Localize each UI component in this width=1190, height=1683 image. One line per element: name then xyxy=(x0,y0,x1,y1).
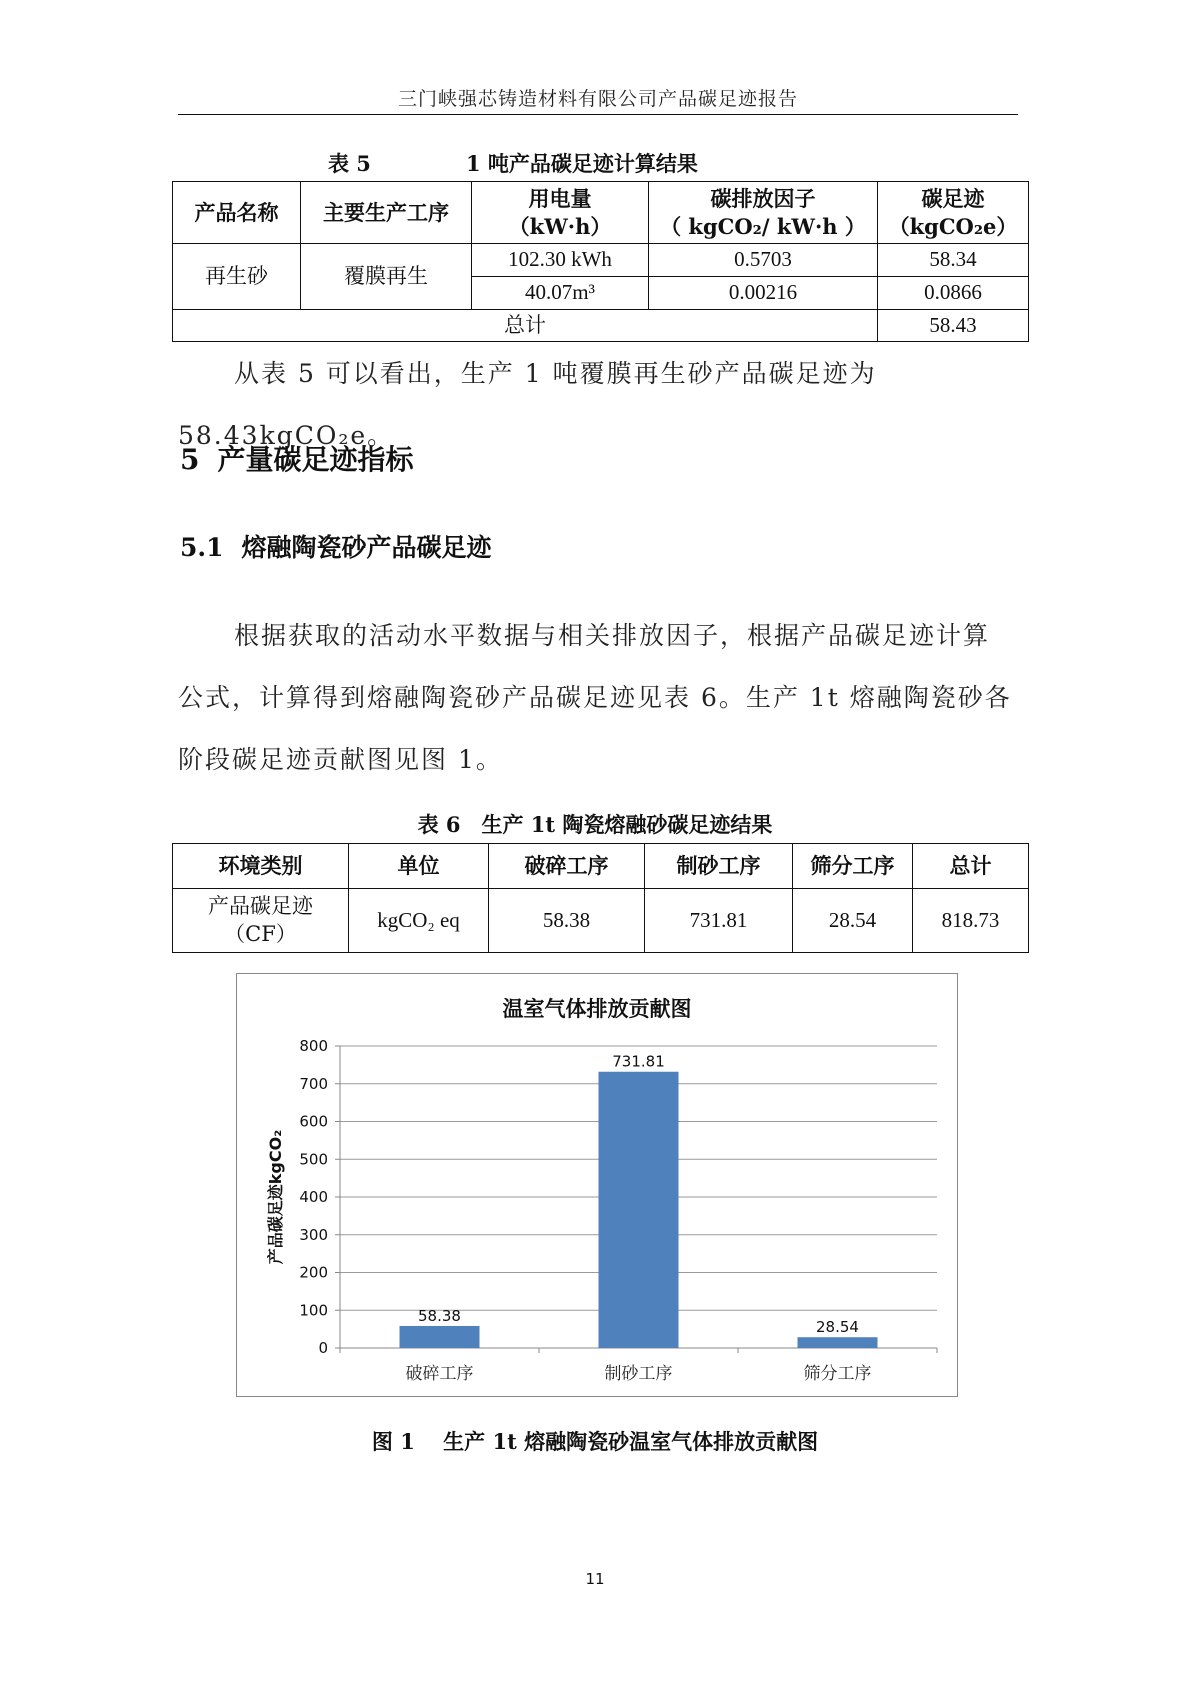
table5-factor-cell: 0.00216 xyxy=(649,277,878,310)
chart-title: 温室气体排放贡献图 xyxy=(502,996,692,1021)
table5-product-cell: 再生砂 xyxy=(173,244,301,310)
table6-header-cell: 单位 xyxy=(349,844,489,889)
table5-process-cell: 覆膜再生 xyxy=(301,244,472,310)
table6-header-cell: 破碎工序 xyxy=(489,844,645,889)
table5-header-footprint xyxy=(878,182,1029,244)
table5-header-usage-line2: （kW·h） xyxy=(508,213,612,239)
table5-caption-label: 表 5 xyxy=(328,151,371,176)
table5-header-usage-line1: 用电量 xyxy=(528,186,592,212)
body-line-3: 阶段碳足迹贡献图见图 1。 xyxy=(178,745,503,774)
section-5-1-title: 熔融陶瓷砂产品碳足迹 xyxy=(241,533,492,562)
chart-x-tick-label: 破碎工序 xyxy=(405,1364,474,1384)
table6-header-cell: 制砂工序 xyxy=(645,844,793,889)
chart-y-tick-label: 700 xyxy=(299,1074,328,1093)
table6-value-cell: 731.81 xyxy=(645,889,793,953)
chart-y-tick-label: 800 xyxy=(299,1037,328,1055)
body-paragraph xyxy=(178,605,1020,791)
table5-caption-title: 1 吨产品碳足迹计算结果 xyxy=(466,151,698,176)
chart-data-label: 58.38 xyxy=(418,1306,461,1325)
section-5-number: 5 xyxy=(180,443,200,476)
chart-bar xyxy=(599,1072,679,1348)
table6-header-cell: 总计 xyxy=(913,844,1029,889)
chart-bar xyxy=(400,1326,480,1348)
chart-y-tick-label: 100 xyxy=(299,1301,328,1320)
figure-caption: 图 1 生产 1t 熔融陶瓷砂温室气体排放贡献图 xyxy=(371,1429,819,1454)
page-number: 11 xyxy=(585,1570,605,1588)
summary-text: 从表 5 可以看出，生产 1 吨覆膜再生砂产品碳足迹为 58.43kgCO₂e。 xyxy=(178,359,877,450)
table6 xyxy=(172,843,1029,953)
table6-unit-cell: kgCO₂ eq xyxy=(349,889,489,953)
table5-footprint-cell: 58.34 xyxy=(878,244,1029,277)
table6-header-cell: 筛分工序 xyxy=(793,844,913,889)
section-5-1-number: 5.1 xyxy=(180,533,224,562)
table6-caption: 表 6 生产 1t 陶瓷熔融砂碳足迹结果 xyxy=(417,812,773,837)
table5-header-factor-line1: 碳排放因子 xyxy=(710,186,816,212)
table6-category-line1: 产品碳足迹 xyxy=(208,894,313,919)
table6-category-cell xyxy=(173,889,349,953)
table5-header-usage xyxy=(472,182,649,244)
table5-header-factor xyxy=(649,182,878,244)
chart-y-tick-label: 300 xyxy=(299,1225,328,1244)
contribution-chart xyxy=(236,973,958,1397)
chart-bar xyxy=(798,1337,878,1348)
table5-factor-cell: 0.5703 xyxy=(649,244,878,277)
table6-value-cell: 818.73 xyxy=(913,889,1029,953)
table5-total-label: 总计 xyxy=(173,310,878,342)
chart-y-tick-label: 500 xyxy=(299,1150,328,1169)
header-rule xyxy=(178,114,1018,115)
chart-data-label: 28.54 xyxy=(816,1318,859,1337)
chart-y-axis-label: 产品碳足迹kgCO₂ xyxy=(266,1129,285,1265)
table5-header-footprint-line1: 碳足迹 xyxy=(921,186,985,212)
chart-svg xyxy=(237,974,957,1396)
table6-category-line2: （CF） xyxy=(224,921,297,946)
table5-header-product-name: 产品名称 xyxy=(173,182,301,244)
table5-footprint-cell: 0.0866 xyxy=(878,277,1029,310)
table6-value-cell: 58.38 xyxy=(489,889,645,953)
table6-value-cell: 28.54 xyxy=(793,889,913,953)
chart-x-tick-label: 制砂工序 xyxy=(604,1364,673,1384)
section-5-heading xyxy=(180,438,432,478)
chart-y-tick-label: 400 xyxy=(299,1188,328,1206)
table5 xyxy=(172,181,1029,342)
chart-x-tick-label: 筛分工序 xyxy=(803,1364,872,1384)
chart-y-tick-label: 0 xyxy=(318,1339,328,1357)
section-5-1-heading xyxy=(180,528,510,564)
table5-usage-cell: 40.07m³ xyxy=(472,277,649,310)
table5-header-process: 主要生产工序 xyxy=(301,182,472,244)
table6-header-cell: 环境类别 xyxy=(173,844,349,889)
table5-usage-cell: 102.30 kWh xyxy=(472,244,649,277)
chart-y-tick-label: 600 xyxy=(299,1112,328,1131)
body-line-1: 根据获取的活动水平数据与相关排放因子，根据产品碳足迹计算 xyxy=(234,621,991,650)
report-header: 三门峡强芯铸造材料有限公司产品碳足迹报告 xyxy=(397,88,798,110)
section-5-title: 产量碳足迹指标 xyxy=(217,443,414,476)
body-line-2: 公式，计算得到熔融陶瓷砂产品碳足迹见表 6。生产 1t 熔融陶瓷砂各 xyxy=(178,683,1012,712)
chart-y-tick-label: 200 xyxy=(299,1263,328,1282)
table5-header-footprint-line2: （kgCO₂e） xyxy=(888,213,1018,239)
table5-header-factor-line2: （ kgCO₂/ kW·h ） xyxy=(660,213,866,239)
table5-total-value: 58.43 xyxy=(878,310,1029,342)
chart-data-label: 731.81 xyxy=(612,1052,665,1071)
